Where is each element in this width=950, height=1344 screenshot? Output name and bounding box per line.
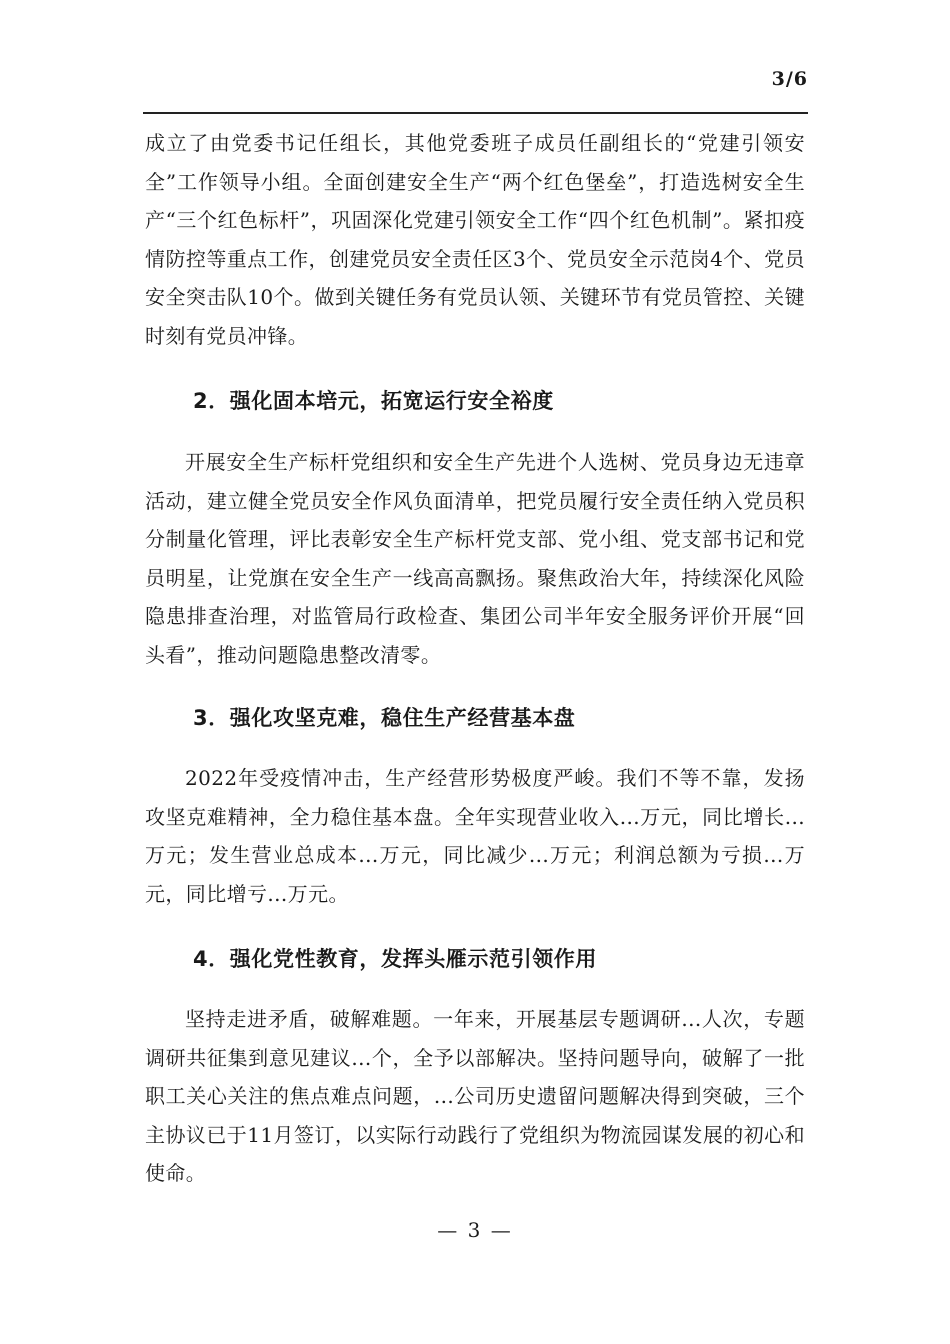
paragraph-continued: 成立了由党委书记任组长，其他党委班子成员任副组长的“党建引领安全”工作领导小组。全面创建安全生产“两个红色堡垒”，打造选树安全生产“三个红色标杆”，巩固深化党建引领安全工作“四个红色机制”。紧扣疫情防控等重点工作，创建党员安全责任区3个、党员安全示范岗4个、党员安全突击队10个。做到关键任务有党员认领、关键环节有党员管控、关键时刻有党员冲锋。 (145, 131, 805, 348)
section-heading-3: 3．强化攻坚克难，稳住生产经营基本盘 (193, 706, 576, 730)
paragraph-section-3: 2022年受疫情冲击，生产经营形势极度严峻。我们不等不靠，发扬攻坚克难精神，全力稳住基本盘。全年实现营业收入...万元，同比增长...万元；发生营业总成本...万元，同比减少...万元；利润总额为亏损...万元，同比增亏...万元。 (145, 766, 805, 906)
footer-page-number: — 3 — (437, 1218, 513, 1242)
page-index: 3/6 (771, 68, 808, 90)
section-heading-2: 2．强化固本培元，拓宽运行安全裕度 (193, 389, 554, 413)
document-body (145, 124, 805, 1193)
header-rule (143, 112, 808, 114)
paragraph-section-2: 开展安全生产标杆党组织和安全生产先进个人选树、党员身边无违章活动，建立健全党员安全作风负面清单，把党员履行安全责任纳入党员积分制量化管理，评比表彰安全生产标杆党支部、党小组、党支部书记和党员明星，让党旗在安全生产一线高高飘扬。聚焦政治大年，持续深化风险隐患排查治理，对监管局行政检查、集团公司半年安全服务评价开展“回头看”，推动问题隐患整改清零。 (145, 450, 805, 667)
paragraph-section-4: 坚持走进矛盾，破解难题。一年来，开展基层专题调研...人次，专题调研共征集到意见建议...个，全予以部解决。坚持问题导向，破解了一批职工关心关注的焦点难点问题，...公司历史遗留问题解决得到突破，三个主协议已于11月签订，以实际行动践行了党组织为物流园谋发展的初心和使命。 (145, 1007, 805, 1185)
section-heading-4: 4．强化党性教育，发挥头雁示范引领作用 (193, 947, 598, 971)
